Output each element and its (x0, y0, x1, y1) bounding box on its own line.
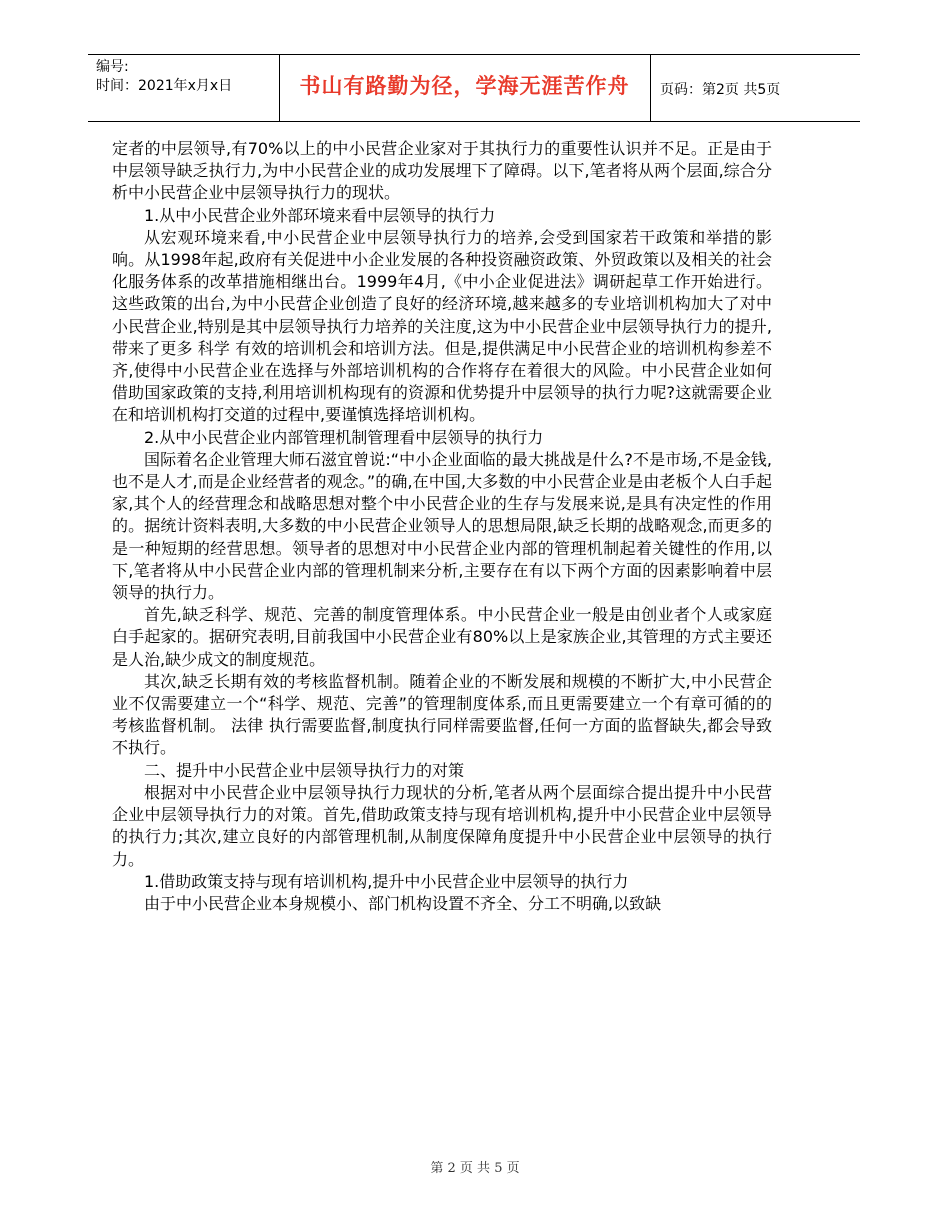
body-paragraph: 定者的中层领导,有70%以上的中小民营企业家对于其执行力的重要性认识并不足。正是由于中层领导缺乏执行力,为中小民营企业的成功发展埋下了障碍。以下,笔者将从两个层面,综合分析中小民营企业中层领导执行力的现状。 (112, 139, 772, 203)
body-paragraph: 二、提升中小民营企业中层领导执行力的对策 (144, 760, 465, 780)
body-paragraph: 从宏观环境来看,中小民营企业中层领导执行力的培养,会受到国家若干政策和举措的影响。从1998年起,政府有关促进中小企业发展的各种投资融资政策、外贸政策以及相关的社会化服务体系的改革措施相继出台。1999年4月,《中小企业促进法》调研起草工作开始进行。这些政策的出台,为中小民营企业创造了良好的经济环境,越来越多的专业培训机构加大了对中小民营企业,特别是其中层领导执行力培养的关注度,这为中小民营企业中层领导执行力的提升,带来了更多 科学 有效的培训机会和培训方法。但是,提供满足中小民营企业的培训机构参差不齐,使得中小民营企业在选择与外部培训机构的合作将存在着很大的风险。中小民营企业如何借助国家政策的支持,利用培训机构现有的资源和优势提升中层领导的执行力呢?这就需要企业在和培训机构打交道的过程中,要谨慎选择培训机构。 (112, 227, 772, 425)
body-paragraph: 其次,缺乏长期有效的考核监督机制。随着企业的不断发展和规模的不断扩大,中小民营企业不仅需要建立一个“科学、规范、完善”的管理制度体系,而且更需要建立一个有章可循的的考核监督机制。 法律 执行需要监督,制度执行同样需要监督,任何一方面的监督缺失,都会导致不执行。 (112, 671, 772, 758)
document-body (112, 138, 772, 915)
document-time-label: 时间：2021年x月x日 (96, 78, 233, 94)
document-number-label: 编号: (96, 59, 129, 75)
body-paragraph: 国际着名企业管理大师石滋宜曾说:“中小企业面临的最大挑战是什么?不是市场,不是金钱,也不是人才,而是企业经营者的观念。”的确,在中国,大多数的中小民营企业是由老板个人白手起家,其个人的经营理念和战略思想对整个中小民营企业的生存与发展来说,是具有决定性的作用的。据统计资料表明,大多数的中小民营企业领导人的思想局限,缺乏长期的战略观念,而更多的是一种短期的经营思想。领导者的思想对中小民营企业内部的管理机制起着关键性的作用,以下,笔者将从中小民营企业内部的管理机制来分析,主要存在有以下两个方面的因素影响着中层领导的执行力。 (112, 449, 772, 603)
header-page-info: 页码：第2页 共5页 (660, 82, 781, 98)
body-paragraph: 根据对中小民营企业中层领导执行力现状的分析,笔者从两个层面综合提出提升中小民营企业中层领导执行力的对策。首先,借助政策支持与现有培训机构,提升中小民营企业中层领导的执行力;其次,建立良好的内部管理机制,从制度保障角度提升中小民营企业中层领导的执行力。 (112, 782, 772, 869)
body-paragraph: 2.从中小民营企业内部管理机制管理看中层领导的执行力 (144, 427, 544, 447)
header-top-rule (88, 54, 860, 55)
header-bottom-rule (88, 121, 860, 122)
header-divider-right (650, 54, 651, 121)
header-meta (96, 58, 232, 96)
body-paragraph: 由于中小民营企业本身规模小、部门机构设置不齐全、分工不明确,以致缺 (144, 893, 662, 913)
header-motto: 书山有路勤为径，学海无涯苦作舟 (299, 73, 630, 98)
body-paragraph: 1.从中小民营企业外部环境来看中层领导的执行力 (144, 205, 496, 225)
body-paragraph: 首先,缺乏科学、规范、完善的制度管理体系。中小民营企业一般是由创业者个人或家庭白手起家的。据研究表明,目前我国中小民营企业有80%以上是家族企业,其管理的方式主要还是人治,缺少成文的制度规范。 (112, 605, 772, 669)
page-footer: 第 2 页 共 5 页 (430, 1161, 520, 1176)
body-paragraph: 1.借助政策支持与现有培训机构,提升中小民营企业中层领导的执行力 (144, 871, 629, 891)
